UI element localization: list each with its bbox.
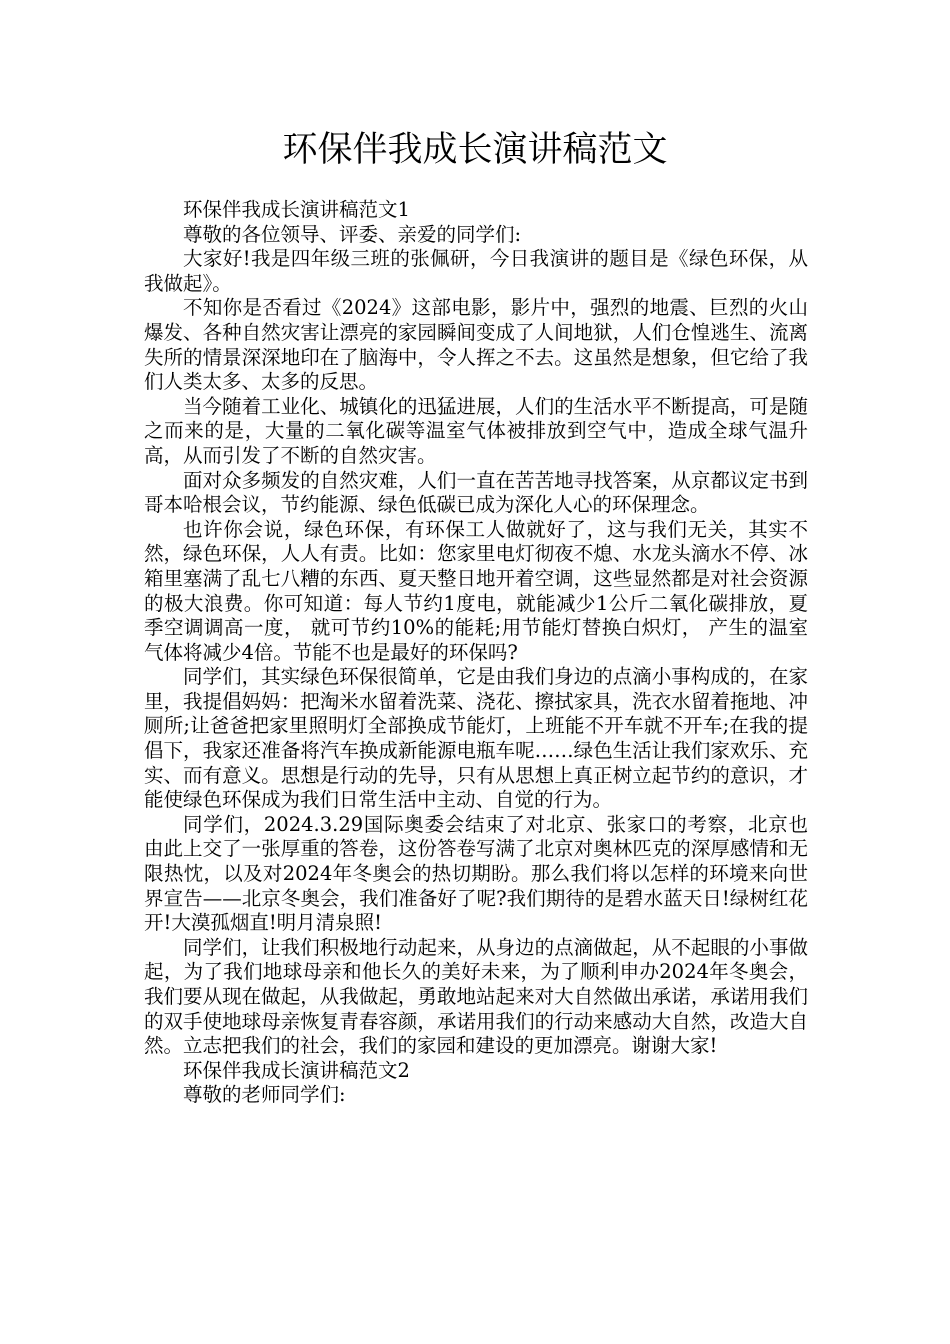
paragraph: 同学们，让我们积极地行动起来，从身边的点滴做起，从不起眼的小事做起，为了我们地球母亲和他长久的美好未来，为了顺利申办2024年冬奥会，我们要从现在做起，从我做起，勇敢地站起来对大自然做出承诺，承诺用我们的双手使地球母亲恢复青春容颜，承诺用我们的行动来感动大自然，改造大自然。立志把我们的社会，我们的家园和建设的更加漂亮。谢谢大家! — [144, 935, 808, 1058]
paragraph: 也许你会说，绿色环保，有环保工人做就好了，这与我们无关，其实不然，绿色环保，人人有责。比如：您家里电灯彻夜不熄、水龙头滴水不停、冰箱里塞满了乱七八糟的东西、夏天整日地开着空调，这些显然都是对社会资源的极大浪费。你可知道：每人节约1度电，就能减少1公斤二氧化碳排放，夏季空调调高一度， 就可节约10%的能耗;用节能灯替换白炽灯， 产生的温室气体将减少4倍。节能不也是最好的环保吗? — [144, 517, 808, 664]
paragraph-salutation-1: 尊敬的各位领导、评委、亲爱的同学们: — [183, 222, 522, 246]
paragraph-heading-1: 环保伴我成长演讲稿范文1 — [183, 198, 410, 221]
paragraph-salutation-2: 尊敬的老师同学们: — [183, 1083, 346, 1107]
paragraph: 同学们，其实绿色环保很简单，它是由我们身边的点滴小事构成的，在家里，我提倡妈妈：把淘米水留着洗菜、浇花、擦拭家具，洗衣水留着拖地、冲厕所;让爸爸把家里照明灯全部换成节能灯，上班能不开车就不开车;在我的提倡下，我家还准备将汽车换成新能源电瓶车呢……绿色生活让我们家欢乐、充实、而有意义。思想是行动的先导，只有从思想上真正树立起节约的意识，才能使绿色环保成为我们日常生活中主动、自觉的行为。 — [144, 665, 808, 812]
paragraph-heading-2: 环保伴我成长演讲稿范文2 — [183, 1058, 410, 1082]
paragraph: 面对众多频发的自然灾难，人们一直在苦苦地寻找答案，从京都议定书到哥本哈根会议，节约能源、绿色低碳已成为深化人心的环保理念。 — [144, 468, 808, 517]
paragraph: 同学们，2024.3.29国际奥委会结束了对北京、张家口的考察，北京也由此上交了一张厚重的答卷，这份答卷写满了北京对奥林匹克的深厚感情和无限热忱，以及对2024年冬奥会的热切期盼。那么我们将以怎样的环境来向世界宣告——北京冬奥会，我们准备好了呢?我们期待的是碧水蓝天日!绿树红花开!大漠孤烟直!明月清泉照! — [144, 812, 808, 935]
document-title: 环保伴我成长演讲稿范文 — [282, 130, 668, 170]
paragraph: 大家好!我是四年级三班的张佩研，今日我演讲的题目是《绿色环保，从我做起》。 — [144, 247, 808, 295]
paragraph: 不知你是否看过《2024》这部电影，影片中，强烈的地震、巨烈的火山爆发、各种自然灾害让漂亮的家园瞬间变成了人间地狱，人们仓惶逃生、流离失所的情景深深地印在了脑海中，令人挥之不去。这虽然是想象，但它给了我们人类太多、太多的反思。 — [144, 296, 808, 394]
document-body — [144, 198, 808, 1108]
paragraph: 当今随着工业化、城镇化的迅猛进展，人们的生活水平不断提高，可是随之而来的是，大量的二氧化碳等温室气体被排放到空气中，造成全球气温升高，从而引发了不断的自然灾害。 — [144, 394, 808, 467]
